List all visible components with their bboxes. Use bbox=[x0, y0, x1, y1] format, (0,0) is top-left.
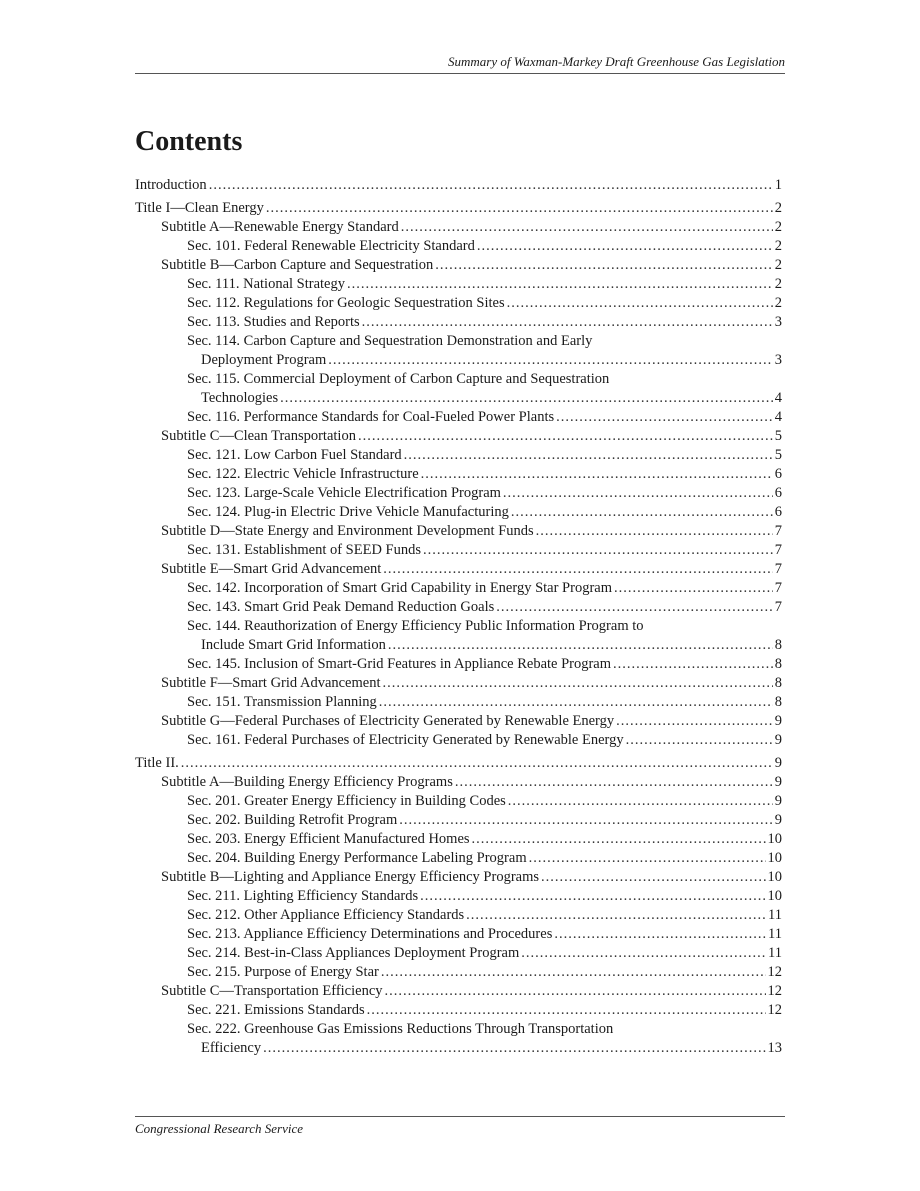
toc-entry[interactable] bbox=[135, 731, 782, 750]
toc-page-number: 9 bbox=[774, 793, 782, 809]
toc-entry-line bbox=[135, 199, 782, 218]
toc-entry[interactable] bbox=[135, 579, 782, 598]
toc-entry[interactable] bbox=[135, 906, 782, 925]
toc-dot-leader bbox=[423, 541, 773, 560]
toc-page-number: 8 bbox=[774, 637, 782, 653]
toc-entry[interactable] bbox=[135, 754, 782, 773]
toc-page-number: 11 bbox=[768, 907, 782, 923]
toc-dot-leader bbox=[383, 674, 773, 693]
toc-entry-line bbox=[187, 465, 782, 484]
toc-entry-title: Subtitle B—Lighting and Appliance Energy Efficiency Programs bbox=[161, 869, 540, 885]
toc-entry-title: Sec. 114. Carbon Capture and Sequestration Demonstration and Early bbox=[187, 333, 593, 349]
toc-page-number: 2 bbox=[774, 238, 782, 254]
toc-page-number: 2 bbox=[774, 200, 782, 216]
toc-entry-title: Sec. 161. Federal Purchases of Electricity Generated by Renewable Energy bbox=[187, 732, 624, 748]
toc-entry-line bbox=[161, 712, 782, 731]
toc-entry[interactable] bbox=[135, 560, 782, 579]
toc-page-number: 2 bbox=[774, 219, 782, 235]
toc-entry-title: Sec. 122. Electric Vehicle Infrastructure bbox=[187, 466, 419, 482]
toc-entry-title: Sec. 204. Building Energy Performance Labeling Program bbox=[187, 850, 527, 866]
toc-entry-title-continued: Include Smart Grid Information bbox=[201, 637, 386, 653]
toc-entry-title: Title I—Clean Energy bbox=[135, 200, 264, 216]
toc-dot-leader bbox=[421, 465, 773, 484]
toc-dot-leader bbox=[503, 484, 773, 503]
toc-entry-line bbox=[187, 351, 782, 370]
toc-entry-line bbox=[187, 906, 782, 925]
toc-entry[interactable] bbox=[135, 773, 782, 792]
toc-entry-title-continued: Deployment Program bbox=[201, 352, 327, 368]
toc-entry-title: Sec. 131. Establishment of SEED Funds bbox=[187, 542, 422, 558]
toc-entry-line bbox=[187, 731, 782, 750]
toc-entry-line bbox=[187, 887, 782, 906]
toc-page-number: 11 bbox=[768, 926, 782, 942]
toc-entry-line bbox=[187, 408, 782, 427]
toc-dot-leader bbox=[209, 176, 773, 195]
toc-entry-title: Sec. 101. Federal Renewable Electricity Standard bbox=[187, 238, 475, 254]
toc-dot-leader bbox=[379, 693, 773, 712]
toc-entry-line bbox=[187, 944, 782, 963]
toc-page-number: 9 bbox=[774, 713, 782, 729]
toc-entry-title: Title II. bbox=[135, 755, 179, 771]
toc-entry[interactable] bbox=[135, 712, 782, 731]
toc-entry-title: Sec. 214. Best-in-Class Appliances Deployment Program bbox=[187, 945, 520, 961]
toc-entry-line bbox=[187, 294, 782, 313]
toc-dot-leader bbox=[529, 849, 766, 868]
toc-dot-leader bbox=[614, 579, 773, 598]
toc-entry-title: Sec. 111. National Strategy bbox=[187, 276, 345, 292]
toc-entry-line bbox=[187, 693, 782, 712]
footer-rule bbox=[135, 1116, 785, 1117]
toc-dot-leader bbox=[507, 294, 773, 313]
toc-page-number: 2 bbox=[774, 257, 782, 273]
running-header: Summary of Waxman-Markey Draft Greenhouse Gas Legislation bbox=[448, 54, 785, 69]
toc-dot-leader bbox=[536, 522, 773, 541]
toc-entry-title: Sec. 212. Other Appliance Efficiency Standards bbox=[187, 907, 465, 923]
toc-entry-line bbox=[161, 674, 782, 693]
toc-page-number: 10 bbox=[767, 850, 782, 866]
toc-dot-leader bbox=[328, 351, 773, 370]
toc-dot-leader bbox=[280, 389, 773, 408]
toc-page-number: 6 bbox=[774, 485, 782, 501]
toc-entry[interactable] bbox=[135, 218, 782, 237]
toc-entry[interactable] bbox=[135, 792, 782, 811]
toc-entry[interactable] bbox=[135, 427, 782, 446]
toc-dot-leader bbox=[404, 446, 773, 465]
toc-entry-title-continued: Technologies bbox=[201, 390, 279, 406]
toc-entry-title: Sec. 211. Lighting Efficiency Standards bbox=[187, 888, 419, 904]
toc-entry-title: Sec. 121. Low Carbon Fuel Standard bbox=[187, 447, 402, 463]
toc-dot-leader bbox=[381, 963, 766, 982]
toc-page-number: 1 bbox=[774, 177, 782, 193]
toc-dot-leader bbox=[616, 712, 773, 731]
toc-entry-title: Sec. 201. Greater Energy Efficiency in Building Codes bbox=[187, 793, 506, 809]
toc-dot-leader bbox=[347, 275, 773, 294]
toc-entry[interactable] bbox=[135, 830, 782, 849]
toc-entry-line bbox=[161, 868, 782, 887]
toc-entry-title: Subtitle A—Building Energy Efficiency Programs bbox=[161, 774, 453, 790]
toc-entry-line bbox=[187, 579, 782, 598]
toc-entry-line bbox=[161, 256, 782, 275]
toc-entry-line bbox=[135, 754, 782, 773]
toc-entry-line bbox=[161, 773, 782, 792]
toc-entry[interactable] bbox=[135, 598, 782, 617]
toc-page-number: 9 bbox=[774, 732, 782, 748]
toc-dot-leader bbox=[367, 1001, 766, 1020]
toc-entry-title: Sec. 222. Greenhouse Gas Emissions Reductions Through Transportation bbox=[187, 1021, 614, 1037]
toc-page-number: 7 bbox=[774, 523, 782, 539]
toc-entry-line bbox=[187, 830, 782, 849]
toc-page-number: 2 bbox=[774, 276, 782, 292]
toc-dot-leader bbox=[455, 773, 773, 792]
toc-page-number: 7 bbox=[774, 542, 782, 558]
toc-entry-line bbox=[187, 655, 782, 674]
toc-entry-line bbox=[187, 313, 782, 332]
toc-entry-title: Sec. 145. Inclusion of Smart-Grid Features in Appliance Rebate Program bbox=[187, 656, 612, 672]
toc-entry[interactable] bbox=[135, 811, 782, 830]
toc-dot-leader bbox=[511, 503, 773, 522]
toc-entry-title: Subtitle C—Transportation Efficiency bbox=[161, 983, 383, 999]
toc-entry-title: Sec. 113. Studies and Reports bbox=[187, 314, 360, 330]
toc-entry[interactable] bbox=[135, 237, 782, 256]
toc-entry-line bbox=[187, 541, 782, 560]
toc-entry[interactable] bbox=[135, 332, 782, 370]
toc-dot-leader bbox=[496, 598, 772, 617]
toc-entry-line bbox=[161, 982, 782, 1001]
toc-entry-title: Subtitle E—Smart Grid Advancement bbox=[161, 561, 382, 577]
toc-page-number: 10 bbox=[767, 888, 782, 904]
toc-page-number: 8 bbox=[774, 675, 782, 691]
toc-dot-leader bbox=[266, 199, 773, 218]
toc-page-number: 12 bbox=[767, 983, 782, 999]
toc-page-number: 6 bbox=[774, 466, 782, 482]
toc-dot-leader bbox=[613, 655, 773, 674]
page-title: Contents bbox=[135, 126, 243, 157]
toc-entry[interactable] bbox=[135, 256, 782, 275]
toc-entry-title: Sec. 123. Large-Scale Vehicle Electrification Program bbox=[187, 485, 501, 501]
toc-entry[interactable] bbox=[135, 446, 782, 465]
toc-page-number: 9 bbox=[774, 755, 782, 771]
toc-page-number: 9 bbox=[774, 812, 782, 828]
toc-page-number: 4 bbox=[774, 390, 782, 406]
toc-dot-leader bbox=[385, 982, 766, 1001]
toc-page-number: 3 bbox=[774, 314, 782, 330]
toc-entry-title: Sec. 203. Energy Efficient Manufactured Homes bbox=[187, 831, 470, 847]
toc-entry-title-continued: Efficiency bbox=[201, 1040, 262, 1056]
toc-entry-title: Subtitle A—Renewable Energy Standard bbox=[161, 219, 399, 235]
toc-entry[interactable] bbox=[135, 370, 782, 408]
toc-entry[interactable] bbox=[135, 868, 782, 887]
toc-entry-line bbox=[187, 1001, 782, 1020]
toc-dot-leader bbox=[388, 636, 773, 655]
toc-dot-leader bbox=[399, 811, 773, 830]
toc-entry-line bbox=[161, 427, 782, 446]
toc-entry-title: Subtitle B—Carbon Capture and Sequestration bbox=[161, 257, 434, 273]
running-footer: Congressional Research Service bbox=[135, 1121, 303, 1136]
toc-dot-leader bbox=[362, 313, 773, 332]
toc-entry-title: Sec. 213. Appliance Efficiency Determinations and Procedures bbox=[187, 926, 553, 942]
toc-dot-leader bbox=[181, 754, 773, 773]
toc-dot-leader bbox=[556, 408, 773, 427]
toc-entry-line bbox=[161, 218, 782, 237]
toc-entry-line bbox=[135, 176, 782, 195]
toc-entry-line bbox=[161, 522, 782, 541]
toc-entry-title: Sec. 144. Reauthorization of Energy Efficiency Public Information Program to bbox=[187, 618, 644, 634]
toc-page-number: 2 bbox=[774, 295, 782, 311]
toc-entry[interactable] bbox=[135, 1020, 782, 1058]
toc-dot-leader bbox=[626, 731, 773, 750]
toc-dot-leader bbox=[541, 868, 765, 887]
toc-entry-line bbox=[187, 237, 782, 256]
toc-entry[interactable] bbox=[135, 963, 782, 982]
toc-page-number: 5 bbox=[774, 428, 782, 444]
toc-dot-leader bbox=[420, 887, 765, 906]
toc-page-number: 10 bbox=[767, 831, 782, 847]
toc-entry-title: Sec. 124. Plug-in Electric Drive Vehicle Manufacturing bbox=[187, 504, 509, 520]
table-of-contents bbox=[135, 176, 782, 1058]
toc-page-number: 5 bbox=[774, 447, 782, 463]
toc-entry[interactable] bbox=[135, 693, 782, 712]
toc-dot-leader bbox=[554, 925, 766, 944]
toc-dot-leader bbox=[383, 560, 772, 579]
toc-dot-leader bbox=[477, 237, 773, 256]
toc-entry-line bbox=[187, 484, 782, 503]
toc-page-number: 7 bbox=[774, 561, 782, 577]
toc-entry-line bbox=[187, 275, 782, 294]
toc-page-number: 7 bbox=[774, 580, 782, 596]
toc-entry-title: Sec. 221. Emissions Standards bbox=[187, 1002, 365, 1018]
toc-page-number: 13 bbox=[767, 1040, 782, 1056]
toc-entry[interactable] bbox=[135, 313, 782, 332]
toc-entry[interactable] bbox=[135, 982, 782, 1001]
toc-entry[interactable] bbox=[135, 944, 782, 963]
toc-entry-line bbox=[187, 792, 782, 811]
toc-entry-line bbox=[187, 811, 782, 830]
toc-dot-leader bbox=[508, 792, 773, 811]
toc-entry-line bbox=[161, 560, 782, 579]
toc-entry[interactable] bbox=[135, 199, 782, 218]
toc-page-number: 6 bbox=[774, 504, 782, 520]
toc-entry[interactable] bbox=[135, 408, 782, 427]
toc-dot-leader bbox=[472, 830, 766, 849]
toc-entry[interactable] bbox=[135, 484, 782, 503]
toc-entry[interactable] bbox=[135, 541, 782, 560]
toc-entry-title: Sec. 215. Purpose of Energy Star bbox=[187, 964, 379, 980]
toc-entry-line bbox=[187, 446, 782, 465]
toc-entry-line bbox=[187, 598, 782, 617]
toc-entry-title: Subtitle F—Smart Grid Advancement bbox=[161, 675, 381, 691]
toc-entry-title: Subtitle G—Federal Purchases of Electricity Generated by Renewable Energy bbox=[161, 713, 615, 729]
toc-entry-line bbox=[187, 1039, 782, 1058]
toc-entry-line bbox=[187, 925, 782, 944]
toc-entry-line bbox=[187, 503, 782, 522]
toc-page-number: 12 bbox=[767, 964, 782, 980]
toc-entry-title: Sec. 202. Building Retrofit Program bbox=[187, 812, 398, 828]
toc-page-number: 10 bbox=[767, 869, 782, 885]
toc-entry[interactable] bbox=[135, 294, 782, 313]
toc-entry[interactable] bbox=[135, 503, 782, 522]
toc-entry-title: Introduction bbox=[135, 177, 207, 193]
toc-page-number: 9 bbox=[774, 774, 782, 790]
toc-entry-line bbox=[187, 963, 782, 982]
toc-entry[interactable] bbox=[135, 655, 782, 674]
toc-page-number: 8 bbox=[774, 694, 782, 710]
toc-entry-title: Sec. 151. Transmission Planning bbox=[187, 694, 377, 710]
toc-dot-leader bbox=[466, 906, 766, 925]
toc-entry-title: Sec. 142. Incorporation of Smart Grid Capability in Energy Star Program bbox=[187, 580, 612, 596]
header-rule bbox=[135, 73, 785, 74]
toc-entry-line bbox=[187, 849, 782, 868]
toc-page-number: 3 bbox=[774, 352, 782, 368]
toc-page-number: 7 bbox=[774, 599, 782, 615]
toc-entry-title: Sec. 115. Commercial Deployment of Carbon Capture and Sequestration bbox=[187, 371, 610, 387]
toc-entry[interactable] bbox=[135, 176, 782, 195]
toc-entry[interactable] bbox=[135, 674, 782, 693]
toc-dot-leader bbox=[435, 256, 773, 275]
toc-page-number: 4 bbox=[774, 409, 782, 425]
toc-entry[interactable] bbox=[135, 617, 782, 655]
toc-entry-line bbox=[187, 636, 782, 655]
toc-entry[interactable] bbox=[135, 1001, 782, 1020]
toc-entry[interactable] bbox=[135, 925, 782, 944]
toc-dot-leader bbox=[263, 1039, 765, 1058]
toc-entry[interactable] bbox=[135, 849, 782, 868]
toc-entry-title: Subtitle C—Clean Transportation bbox=[161, 428, 356, 444]
toc-entry-title: Sec. 143. Smart Grid Peak Demand Reduction Goals bbox=[187, 599, 495, 615]
toc-dot-leader bbox=[401, 218, 773, 237]
toc-entry-title: Sec. 112. Regulations for Geologic Sequestration Sites bbox=[187, 295, 505, 311]
toc-entry[interactable] bbox=[135, 522, 782, 541]
toc-page-number: 8 bbox=[774, 656, 782, 672]
toc-page-number: 12 bbox=[767, 1002, 782, 1018]
toc-dot-leader bbox=[358, 427, 773, 446]
toc-entry-title: Subtitle D—State Energy and Environment Development Funds bbox=[161, 523, 534, 539]
toc-entry[interactable] bbox=[135, 465, 782, 484]
toc-entry-title: Sec. 116. Performance Standards for Coal-Fueled Power Plants bbox=[187, 409, 555, 425]
toc-entry[interactable] bbox=[135, 887, 782, 906]
toc-dot-leader bbox=[521, 944, 766, 963]
toc-entry-line bbox=[187, 389, 782, 408]
toc-page-number: 11 bbox=[768, 945, 782, 961]
toc-entry[interactable] bbox=[135, 275, 782, 294]
